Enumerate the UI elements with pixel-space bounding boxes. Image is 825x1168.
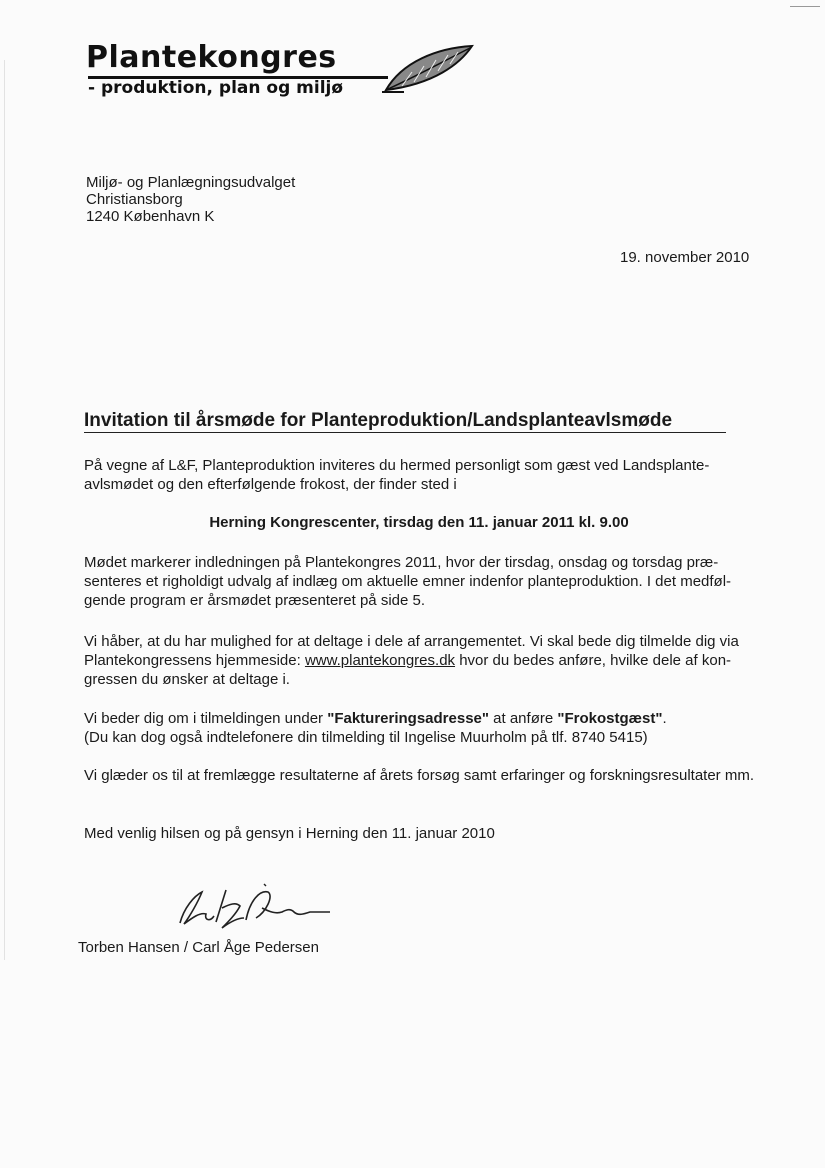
registration-text: hvor du bedes anføre, hvilke dele af kon-gressen du ønsker at deltage i.: [84, 652, 732, 688]
paragraph-results: Vi glæder os til at fremlægge resultaterne af årets forsøg samt erfaringer og forskningsresultater mm.: [84, 767, 754, 784]
billing-field-value: "Frokostgæst": [557, 710, 663, 727]
recipient-line: Christiansborg: [86, 191, 183, 208]
recipient-line: Miljø- og Planlægningsudvalget: [86, 174, 296, 191]
website-link[interactable]: www.plantekongres.dk: [304, 652, 456, 669]
phone-line: (Du kan dog også indtelefonere din tilmelding til Ingelise Muurholm på tlf. 8740 5415): [84, 729, 648, 746]
billing-text: at anføre: [489, 710, 558, 727]
plantekongres-logo: [86, 40, 486, 110]
billing-field-name: "Faktureringsadresse": [327, 710, 489, 727]
leaf-icon: [382, 42, 476, 94]
paragraph-program: Mødet markerer indledningen på Plantekongres 2011, hvor der tirsdag, onsdag og torsdag præ-senteres et righoldigt udvalg af indlæg om aktuelle emner indenfor planteproduktion. I det medføl-gende program er årsmødet præsenteret på side 5.: [84, 554, 732, 609]
handwritten-signature: [170, 878, 340, 938]
paragraph-closing: Med venlig hilsen og på gensyn i Herning den 11. januar 2010: [84, 825, 495, 842]
scan-artifact-line: [790, 6, 820, 7]
letter-heading: Invitation til årsmøde for Planteproduktion/Landsplanteavlsmøde: [84, 410, 726, 433]
logo-title: Plantekongres: [86, 40, 337, 75]
paragraph-registration: [84, 632, 754, 689]
venue-line: Herning Kongrescenter, tirsdag den 11. januar 2011 kl. 9.00: [209, 514, 629, 531]
recipient-address: [86, 174, 295, 225]
registration-text: Vi håber, at du har mulighed for at deltage i dele af arrangementet. Vi skal bede dig tilmelde dig via Plantekongressens hjemmeside:: [84, 633, 739, 669]
scan-artifact-edge: [4, 60, 5, 960]
logo-subtitle: - produktion, plan og miljø: [88, 78, 344, 98]
billing-text: Vi beder dig om i tilmeldingen under: [84, 710, 328, 727]
billing-text: .: [662, 710, 667, 727]
paragraph-invitation: På vegne af L&F, Planteproduktion inviteres du hermed personligt som gæst ved Landsplante-avlsmødet og den efterfølgende frokost, der finder sted i: [84, 457, 710, 493]
paragraph-billing: [84, 709, 754, 747]
signer-names: Torben Hansen / Carl Åge Pedersen: [78, 939, 319, 956]
recipient-line: 1240 København K: [86, 208, 215, 225]
letter-date: 19. november 2010: [620, 249, 750, 266]
billing-line: [84, 709, 754, 728]
